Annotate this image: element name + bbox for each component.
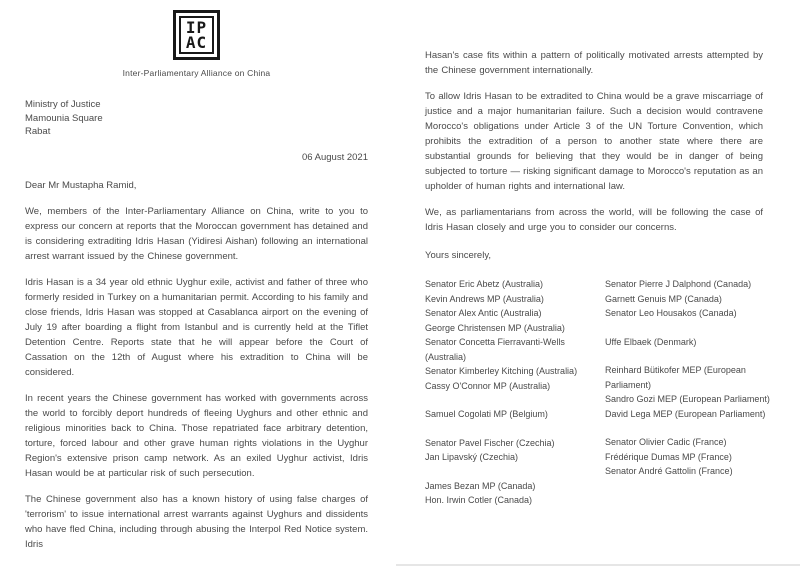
- signatory-column-right: [605, 277, 777, 522]
- address-line: Ministry of Justice: [25, 99, 101, 110]
- letter-paragraph: Hasan's case fits within a pattern of politically motivated arrests attempted by the Chinese government internationally.: [425, 50, 763, 76]
- signatory: Senator Concetta Fierravanti-Wells (Australia): [425, 337, 565, 362]
- letter-paragraph: Idris Hasan is a 34 year old ethnic Uyghur exile, activist and father of three who formerly resided in Turkey on a humanitarian permit. According to his family and close friends, Idris Hasan was stopped at Casablanca airport on the evening of July 19 after boarding a flight from Istanbul and is currently held at the Tiflet Detention Centre. Reports state that he will appear before the Court of Cassation on the 12th of August where his extradition to China will be considered.: [25, 276, 368, 378]
- letter-paragraph: We, members of the Inter-Parliamentary Alliance on China, write to you to express our concern at reports that the Moroccan government has detained and is considering extraditing Idris Hasan (Yidiresi Aishan) following an international arrest warrant issued by the Chinese government.: [25, 205, 368, 262]
- letterhead: [25, 10, 368, 78]
- recipient-address: [25, 98, 368, 139]
- signatory: David Lega MEP (European Parliament): [605, 408, 766, 419]
- signatory: Cassy O'Connor MP (Australia): [425, 380, 551, 391]
- signatory: Samuel Cogolati MP (Belgium): [425, 409, 548, 419]
- signatory: George Christensen MP (Australia): [425, 322, 565, 333]
- signatory: Sandro Gozi MEP (European Parliament): [605, 394, 770, 404]
- signatory-group: [605, 435, 777, 479]
- signatory: James Bezan MP (Canada): [425, 480, 536, 491]
- signatory: Frédérique Dumas MP (France): [605, 451, 732, 462]
- signatory-list: [425, 277, 770, 522]
- letter-paragraph: We, as parliamentarians from across the world, will be following the case of Idris Hasan closely and urge you to consider our concerns.: [425, 207, 763, 233]
- signatory: Jan Lipavský (Czechia): [425, 452, 519, 462]
- signatory: Senator Kimberley Kitching (Australia): [425, 366, 578, 376]
- letter-date: 06 August 2021: [301, 151, 368, 163]
- logo-line-1: IP: [185, 18, 208, 37]
- signatory-group: [605, 277, 777, 321]
- letter-paragraph: To allow Idris Hasan to be extradited to China would be a grave miscarriage of justice and a major humanitarian failure. Such a decision would contravene Morocco's obligations under Article 3 of the UN Torture Convention, which prohibits the extradition of a person to another state where there are substantial grounds for believing that they would be in danger of being subjected to torture — risking significant damage to Morocco's reputation as an upholder of human rights and international law.: [425, 91, 763, 192]
- signatory-group: [425, 436, 597, 465]
- signatory: Senator Pavel Fischer (Czechia): [425, 437, 555, 448]
- page-bottom-edge: [396, 564, 800, 566]
- logo-line-2: AC: [185, 33, 208, 52]
- letter-paragraph: The Chinese government also has a known history of using false charges of 'terrorism' to issue international arrest warrants against Uyghurs and dissidents who have fled China, including through abusing the Interpol Red Notice system. Idris: [25, 493, 368, 550]
- org-name: Inter-Parliamentary Alliance on China: [122, 68, 271, 78]
- signatory: Senator Olivier Cadic (France): [605, 437, 727, 447]
- ipac-logo-icon: [173, 10, 220, 60]
- address-line: Rabat: [25, 126, 51, 137]
- signatory: Senator Leo Housakos (Canada): [605, 308, 737, 318]
- signatory: Uffe Elbaek (Denmark): [605, 336, 697, 347]
- letter-body-page-2: [425, 48, 763, 235]
- signatory: Senator André Gattolin (France): [605, 466, 733, 476]
- signatory-group: [425, 479, 597, 508]
- signatory: Senator Pierre J Dalphond (Canada): [605, 279, 752, 289]
- signatory: Senator Eric Abetz (Australia): [425, 279, 544, 289]
- signatory-column-left: [425, 277, 605, 522]
- signatory: Hon. Irwin Cotler (Canada): [425, 495, 533, 505]
- signatory-group: [605, 363, 777, 421]
- signatory: Garnett Genuis MP (Canada): [605, 293, 722, 304]
- signatory: Senator Alex Antic (Australia): [425, 308, 542, 318]
- ipac-logo-monogram: [179, 16, 214, 54]
- signatory-group: [425, 407, 597, 422]
- signatory: Kevin Andrews MP (Australia): [425, 293, 544, 304]
- letter-paragraph: In recent years the Chinese government has worked with governments across the world to forcibly deport hundreds of fleeing Uyghurs and other ethnic and religious minorities back to China. Those repatriated face arbitrary detention, torture, forced labour and other grave human rights violations in the Uyghur Region's extensive prison camp network. As an exiled Uyghur activist, Idris Hasan would be at particular risk of such persecution.: [25, 392, 368, 479]
- address-line: Mamounia Square: [25, 112, 103, 124]
- letter-body-page-1: [25, 204, 368, 552]
- letter-page-2: [400, 0, 800, 570]
- signatory-group: [605, 335, 777, 350]
- signatory-group: [425, 277, 597, 393]
- signatory: Reinhard Bütikofer MEP (European Parliament): [605, 365, 746, 390]
- salutation: Dear Mr Mustapha Ramid,: [25, 179, 137, 191]
- closing: Yours sincerely,: [425, 250, 492, 261]
